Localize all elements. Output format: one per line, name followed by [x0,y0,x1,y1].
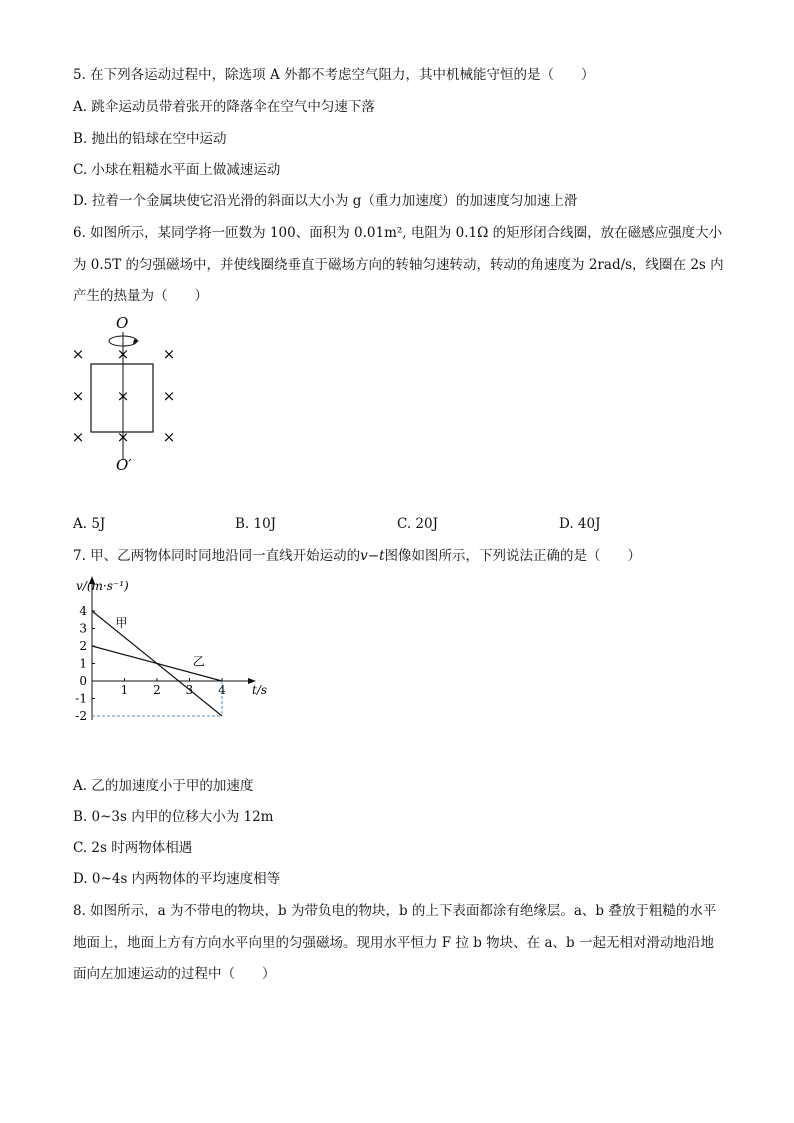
q7-vt-chart [70,570,290,730]
axis-top-label: O [116,314,129,332]
q6-stem-line2: 为 0.5T 的匀强磁场中，并使线圈绕垂直于磁场方向的转轴匀速转动，转动的角速度为 2rad/s，线圈在 2s 内 [73,257,724,273]
x-axis-label: t/s [252,683,268,697]
x-tick-label: 3 [185,683,194,697]
field-mark: × [116,428,130,446]
q8-line1: 8. 如图所示，a 为不带电的物块，b 为带负电的物块，b 的上下表面都涂有绝缘层。a、b 叠放于粗糙的水平 [73,903,717,919]
field-marks [72,345,176,446]
q7-option-d: D. 0~4s 内两物体的平均速度相等 [73,871,281,887]
q7-option-c: C. 2s 时两物体相遇 [73,840,193,856]
q7-stem-pre: 7. 甲、乙两物体同时同地沿同一直线开始运动的 [73,548,361,564]
q6-stem-line3: 产生的热量为（ ） [73,288,208,304]
q5-option-a: A. 跳伞运动员带着张开的降落伞在空气中匀速下落 [73,99,375,115]
y-tick-label: 3 [79,621,87,636]
q8-line2: 地面上，地面上方有方向水平向里的匀强磁场。现用水平恒力 F 拉 b 物块、在 a、b 一起无相对滑动地沿地 [73,935,714,951]
q7-stem [73,547,641,565]
field-mark: × [71,345,85,363]
y-tick-label: 4 [79,604,87,618]
x-tick-label: 2 [153,683,161,697]
axis-bottom-label: O′ [116,456,132,474]
q7-option-a: A. 乙的加速度小于甲的加速度 [73,778,254,794]
x-tick-label: 1 [120,683,129,697]
x-tick-label: 4 [218,683,226,697]
q6-option-c: C. 20J [397,516,439,532]
q7-stem-vt: v−t [360,548,385,564]
field-mark: × [162,345,176,363]
q6-option-a: A. 5J [73,516,106,532]
q5-option-c: C. 小球在粗糙水平面上做减速运动 [73,162,281,178]
q6-coil-figure [60,310,200,480]
q6-option-d: D. 40J [559,516,601,532]
q6-option-b: B. 10J [235,516,277,532]
series-label-jia: 甲 [115,615,128,630]
q5-stem: 5. 在下列各运动过程中，除选项 A 外都不考虑空气阻力，其中机械能守恒的是（ ） [73,67,595,83]
q8-line3: 面向左加速运动的过程中（ ） [73,966,276,982]
series-label-yi: 乙 [192,654,205,669]
y-tick-label: 1 [79,656,87,671]
field-mark: × [162,428,176,446]
y-tick-label: 0 [79,674,87,688]
field-mark: × [71,387,85,405]
y-axis-label: v/(m·s⁻¹) [76,579,129,593]
q6-stem-line1: 6. 如图所示，某同学将一匝数为 100、面积为 0.01m², 电阻为 0.1Ω 的矩形闭合线圈，放在磁感应强度大小 [73,225,723,241]
field-mark: × [116,345,130,363]
field-mark: × [116,387,130,405]
y-tick-label: -1 [75,691,87,706]
q5-option-b: B. 抛出的铅球在空中运动 [73,131,227,147]
q7-option-b: B. 0~3s 内甲的位移大小为 12m [73,809,274,825]
q7-stem-post: 图像如图所示，下列说法正确的是（ ） [384,548,642,564]
field-mark: × [71,428,85,446]
q5-option-d: D. 拉着一个金属块使它沿光滑的斜面以大小为 g（重力加速度）的加速度匀加速上滑 [73,193,578,209]
y-tick-label: 2 [79,639,87,653]
field-mark: × [162,387,176,405]
y-tick-label: -2 [75,709,87,723]
